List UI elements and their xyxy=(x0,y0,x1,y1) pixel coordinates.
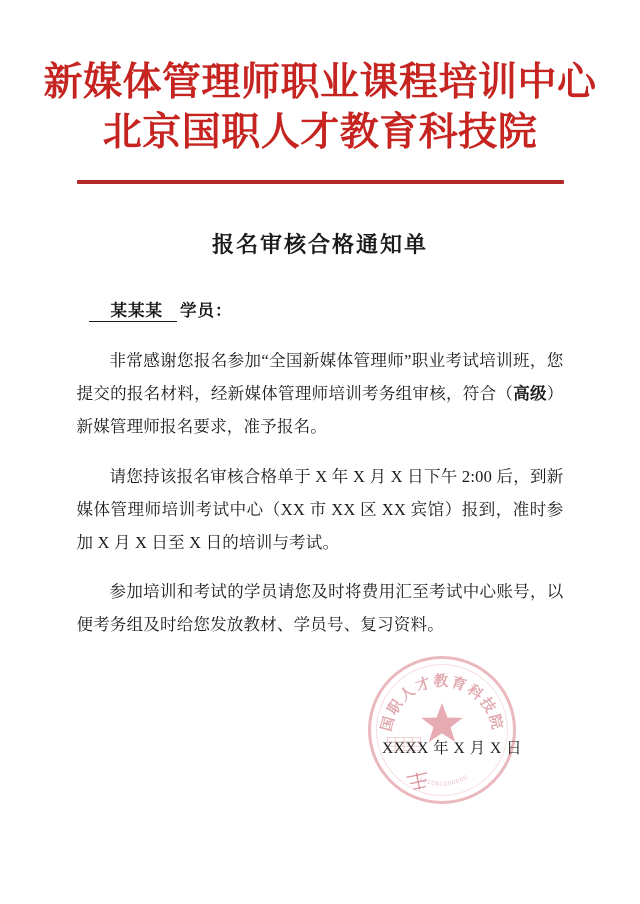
para-thanks-segment-2: ）新媒管理师报名要求，准予报名。 xyxy=(76,384,564,437)
paragraph-thanks xyxy=(77,344,564,443)
recipient-name-blank: 某某某 xyxy=(89,301,178,322)
salutation-line xyxy=(89,295,564,326)
header-divider xyxy=(77,180,564,184)
seal-ring xyxy=(368,656,516,804)
document-title: 报名审核合格通知单 xyxy=(211,231,428,257)
salutation-suffix: 学员： xyxy=(180,300,233,320)
paragraph-report xyxy=(77,460,564,559)
para-report-segment-0: 请您持该报名审核合格单于 X 年 X 月 X 日下午 2:00 后，到新媒体管理师培训考试中心（XX 市 XX 区 XX 宾馆）报到，准时参加 X 月 X 日至 X 日的培训与考试。 xyxy=(76,466,564,552)
para-fees-segment-0: 参加培训和考试的学员请您及时将费用汇至考试中心账号，以便考务组及时给您发放教材、学员号、复习资料。 xyxy=(76,582,564,635)
seal-bottom-label: 1101081000000 xyxy=(414,774,470,788)
seal-date: XXXX 年 X 月 X 日 xyxy=(382,740,523,757)
letterhead xyxy=(0,0,640,158)
para-thanks-segment-0: 非常感谢您报名参加“全国新媒体管理师”职业考试培训班，您提交的报名材料，经新媒体管理师培训考务组审核，符合（ xyxy=(76,351,564,404)
document-body xyxy=(77,259,564,641)
para-thanks-segment-1: 高级 xyxy=(513,384,547,404)
paragraph-fees xyxy=(77,575,564,641)
official-seal xyxy=(360,650,560,810)
letterhead-line-2: 北京国职人才教育科技院 xyxy=(102,110,538,154)
letterhead-line-1: 新媒体管理师职业课程培训中心 xyxy=(43,61,597,104)
seal-arc-label: 国职人才教育科技院 xyxy=(378,674,506,734)
